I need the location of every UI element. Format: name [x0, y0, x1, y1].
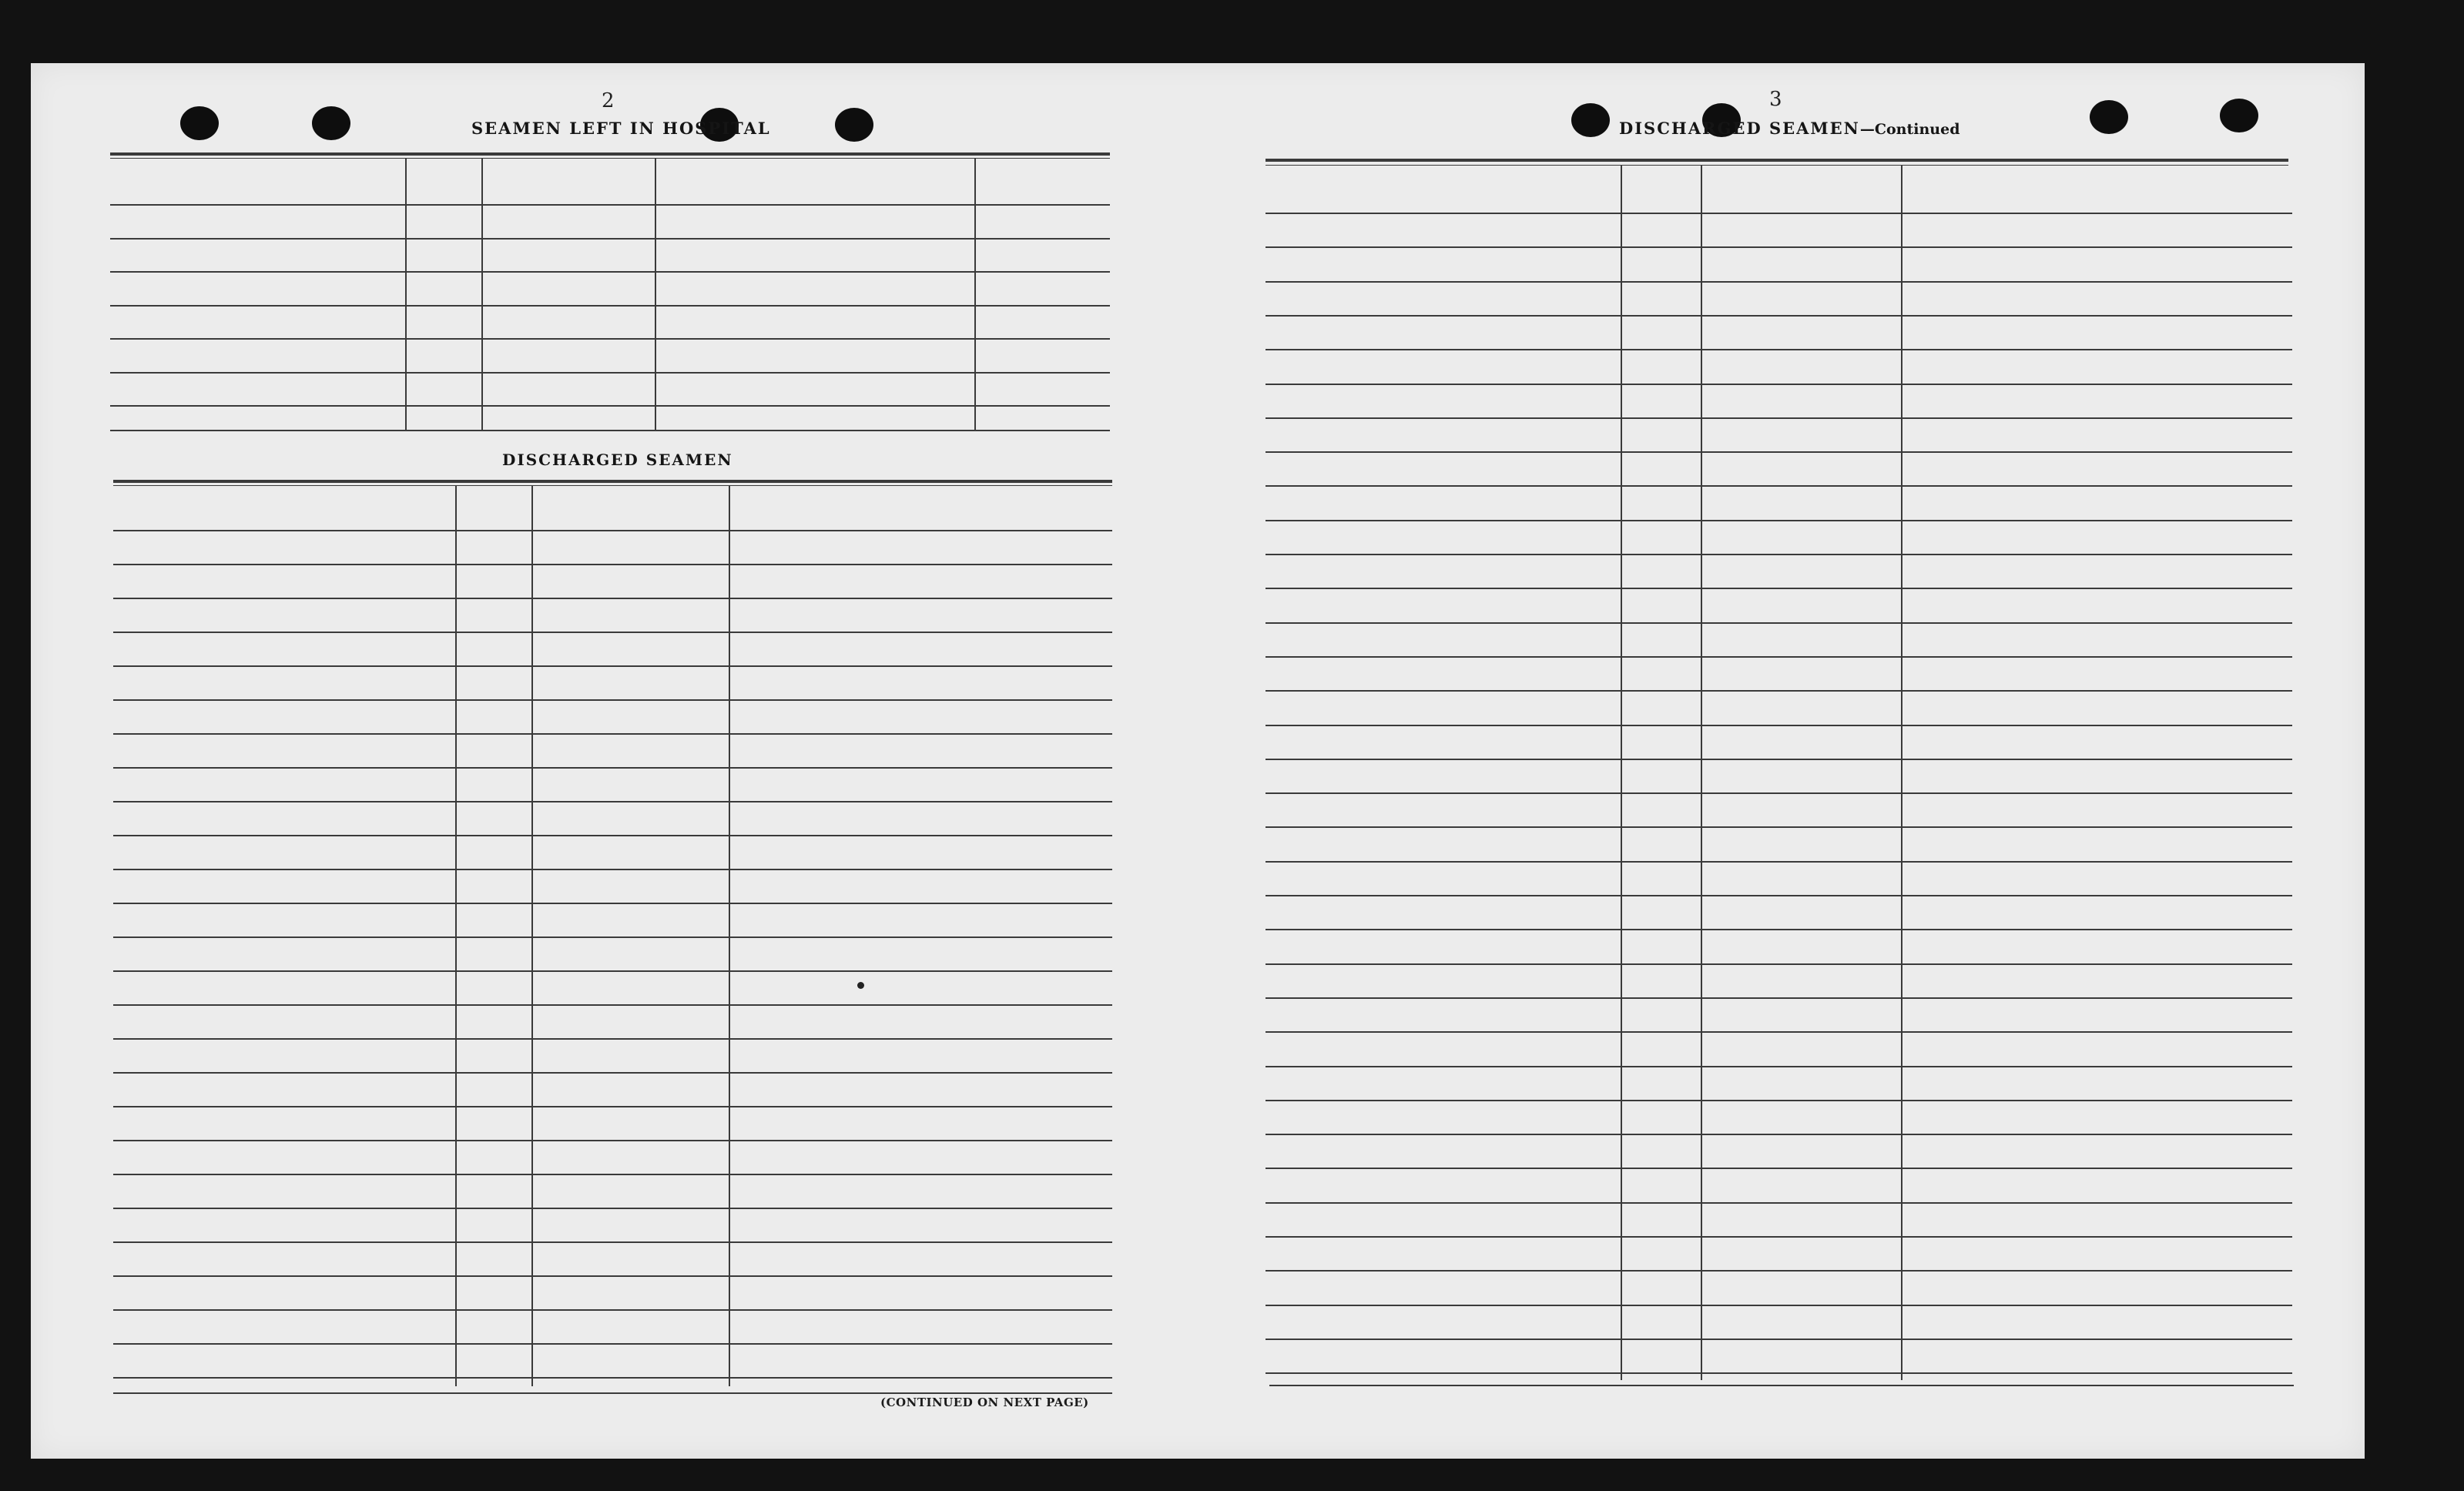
row-rule: [1266, 861, 2292, 863]
row-rule: [113, 699, 1112, 701]
hospital-table-top-rule: [110, 152, 1110, 156]
row-rule: [1266, 1372, 2292, 1374]
column-rule: [974, 158, 976, 431]
row-rule: [113, 1174, 1112, 1175]
row-rule: [1266, 520, 2292, 521]
discharged-table-bottom: [113, 1392, 1112, 1394]
row-rule: [1266, 690, 2292, 692]
row-rule: [113, 1275, 1112, 1277]
ink-speck: [857, 982, 864, 989]
row-rule: [113, 1004, 1112, 1006]
row-rule: [1266, 1031, 2292, 1033]
row-rule: [110, 338, 1110, 340]
row-rule: [113, 564, 1112, 565]
row-rule: [113, 530, 1112, 531]
row-rule: [113, 733, 1112, 735]
row-rule: [110, 271, 1110, 273]
punch-hole: [312, 106, 350, 140]
row-rule: [1266, 997, 2292, 999]
row-rule: [1266, 1305, 2292, 1306]
row-rule: [113, 1377, 1112, 1379]
column-rule: [531, 485, 533, 1386]
row-rule: [1266, 1134, 2292, 1135]
column-rule: [481, 158, 483, 431]
continued-table-bottom: [1269, 1385, 2294, 1386]
row-rule: [1266, 895, 2292, 896]
discharged-section-title: DISCHARGED SEAMEN: [502, 451, 733, 469]
row-rule: [1266, 1236, 2292, 1238]
punch-hole: [2090, 100, 2128, 134]
row-rule: [1266, 246, 2292, 248]
row-rule: [113, 869, 1112, 870]
row-rule: [110, 405, 1110, 407]
column-rule: [655, 158, 656, 431]
row-rule: [1266, 1168, 2292, 1169]
row-rule: [1266, 554, 2292, 555]
hospital-section-title: SEAMEN LEFT IN HOSPITAL: [471, 119, 771, 138]
row-rule: [113, 767, 1112, 769]
punch-hole: [835, 108, 873, 142]
row-rule: [113, 1038, 1112, 1040]
row-rule: [1266, 451, 2292, 453]
right-page-number: 3: [1769, 88, 1782, 111]
continued-section-title: DISCHARGED SEAMEN—Continued: [1619, 119, 1960, 138]
row-rule: [1266, 588, 2292, 589]
row-rule: [1266, 417, 2292, 419]
punch-hole: [2220, 99, 2258, 132]
row-rule: [1266, 759, 2292, 760]
column-rule: [729, 485, 730, 1386]
row-rule: [113, 598, 1112, 599]
row-rule: [113, 1208, 1112, 1209]
column-rule: [455, 485, 457, 1386]
row-rule: [113, 1140, 1112, 1141]
column-rule: [1901, 165, 1902, 1380]
row-rule: [113, 1241, 1112, 1243]
row-rule: [1266, 384, 2292, 385]
row-rule: [113, 665, 1112, 667]
column-rule: [1621, 165, 1622, 1380]
row-rule: [1266, 963, 2292, 965]
row-rule: [113, 970, 1112, 972]
continued-note: (CONTINUED ON NEXT PAGE): [880, 1396, 1089, 1409]
row-rule: [1266, 1270, 2292, 1272]
row-rule: [1266, 213, 2292, 214]
row-rule: [1266, 281, 2292, 283]
column-rule: [1701, 165, 1702, 1380]
column-rule: [405, 158, 407, 431]
row-rule: [113, 801, 1112, 802]
row-rule: [113, 632, 1112, 633]
row-rule: [1266, 1202, 2292, 1204]
row-rule: [1266, 622, 2292, 624]
row-rule: [1266, 1100, 2292, 1101]
row-rule: [113, 936, 1112, 938]
row-rule: [1266, 929, 2292, 930]
row-rule: [113, 903, 1112, 904]
row-rule: [110, 238, 1110, 240]
row-rule: [113, 1309, 1112, 1311]
row-rule: [110, 305, 1110, 307]
hospital-table-bottom: [110, 430, 1110, 431]
row-rule: [110, 204, 1110, 206]
row-rule: [113, 1106, 1112, 1107]
row-rule: [1266, 792, 2292, 794]
row-rule: [1266, 725, 2292, 726]
row-rule: [1266, 349, 2292, 350]
row-rule: [1266, 1066, 2292, 1067]
row-rule: [1266, 656, 2292, 658]
row-rule: [1266, 315, 2292, 317]
row-rule: [1266, 1339, 2292, 1340]
row-rule: [1266, 826, 2292, 828]
punch-hole: [1571, 103, 1610, 137]
row-rule: [113, 835, 1112, 836]
left-page-number: 2: [602, 89, 615, 112]
row-rule: [110, 372, 1110, 374]
row-rule: [113, 1343, 1112, 1345]
punch-hole: [180, 106, 219, 140]
row-rule: [1266, 485, 2292, 487]
row-rule: [113, 1072, 1112, 1074]
